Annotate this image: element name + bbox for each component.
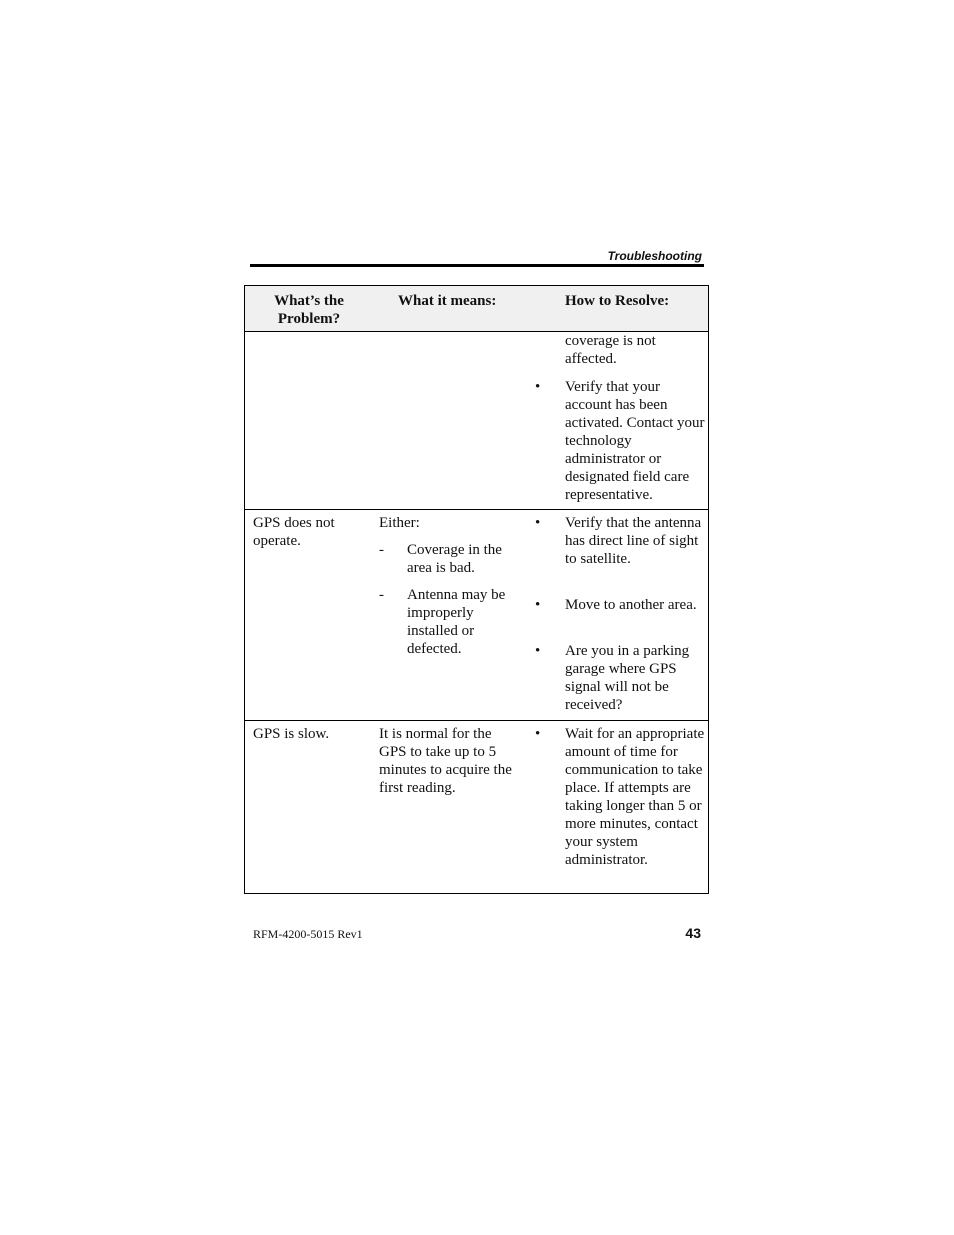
table-row: GPS is slow. It is normal for the GPS to take up to 5 minutes to acquire the first reading. • Wait for an appropriate amount of time for communication to take place. If attempts are taking longer than 5 or more minutes, contact your system administrator.	[253, 726, 705, 868]
table-row: coverage is not affected. • Verify that your account has been activated. Contact your technology administrator or designated field care representative.	[245, 332, 708, 510]
section-title: Troubleshooting	[607, 249, 702, 263]
column-header-problem: What’s the Problem?	[274, 293, 344, 327]
header-divider	[250, 264, 704, 267]
dash-icon: -	[379, 542, 384, 558]
bullet-icon: •	[535, 515, 541, 531]
bullet-icon: •	[535, 379, 541, 395]
bullet-icon: •	[535, 726, 541, 742]
document-id: RFM-4200-5015 Rev1	[253, 927, 363, 941]
table-row: GPS does not operate. Either: - Coverage in the area is bad. - Antenna may be improperly installed or defected. • Verify that the antenna has direct line of sight to satellite. • Move to another area. • Are you in a parking garage where GPS signal will not be received?	[245, 510, 708, 721]
column-header-resolve: How to Resolve:	[565, 293, 670, 309]
bullet-icon: •	[535, 597, 541, 613]
troubleshooting-table	[244, 285, 709, 894]
problem-cell: GPS is slow.	[253, 726, 330, 742]
resolve-continued-text: coverage is not affected.	[565, 333, 656, 367]
table-header-row	[245, 286, 708, 332]
bullet-icon: •	[535, 643, 541, 659]
meaning-cell: It is normal for the GPS to take up to 5 minutes to acquire the first reading.	[379, 726, 512, 796]
column-header-meaning: What it means:	[398, 293, 497, 309]
page-number: 43	[685, 925, 701, 941]
dash-icon: -	[379, 587, 384, 603]
meaning-cell: Either: - Coverage in the area is bad. - Antenna may be improperly installed or defected.	[379, 514, 529, 532]
problem-cell: GPS does not operate.	[253, 515, 335, 549]
meaning-intro: Either:	[379, 515, 420, 531]
